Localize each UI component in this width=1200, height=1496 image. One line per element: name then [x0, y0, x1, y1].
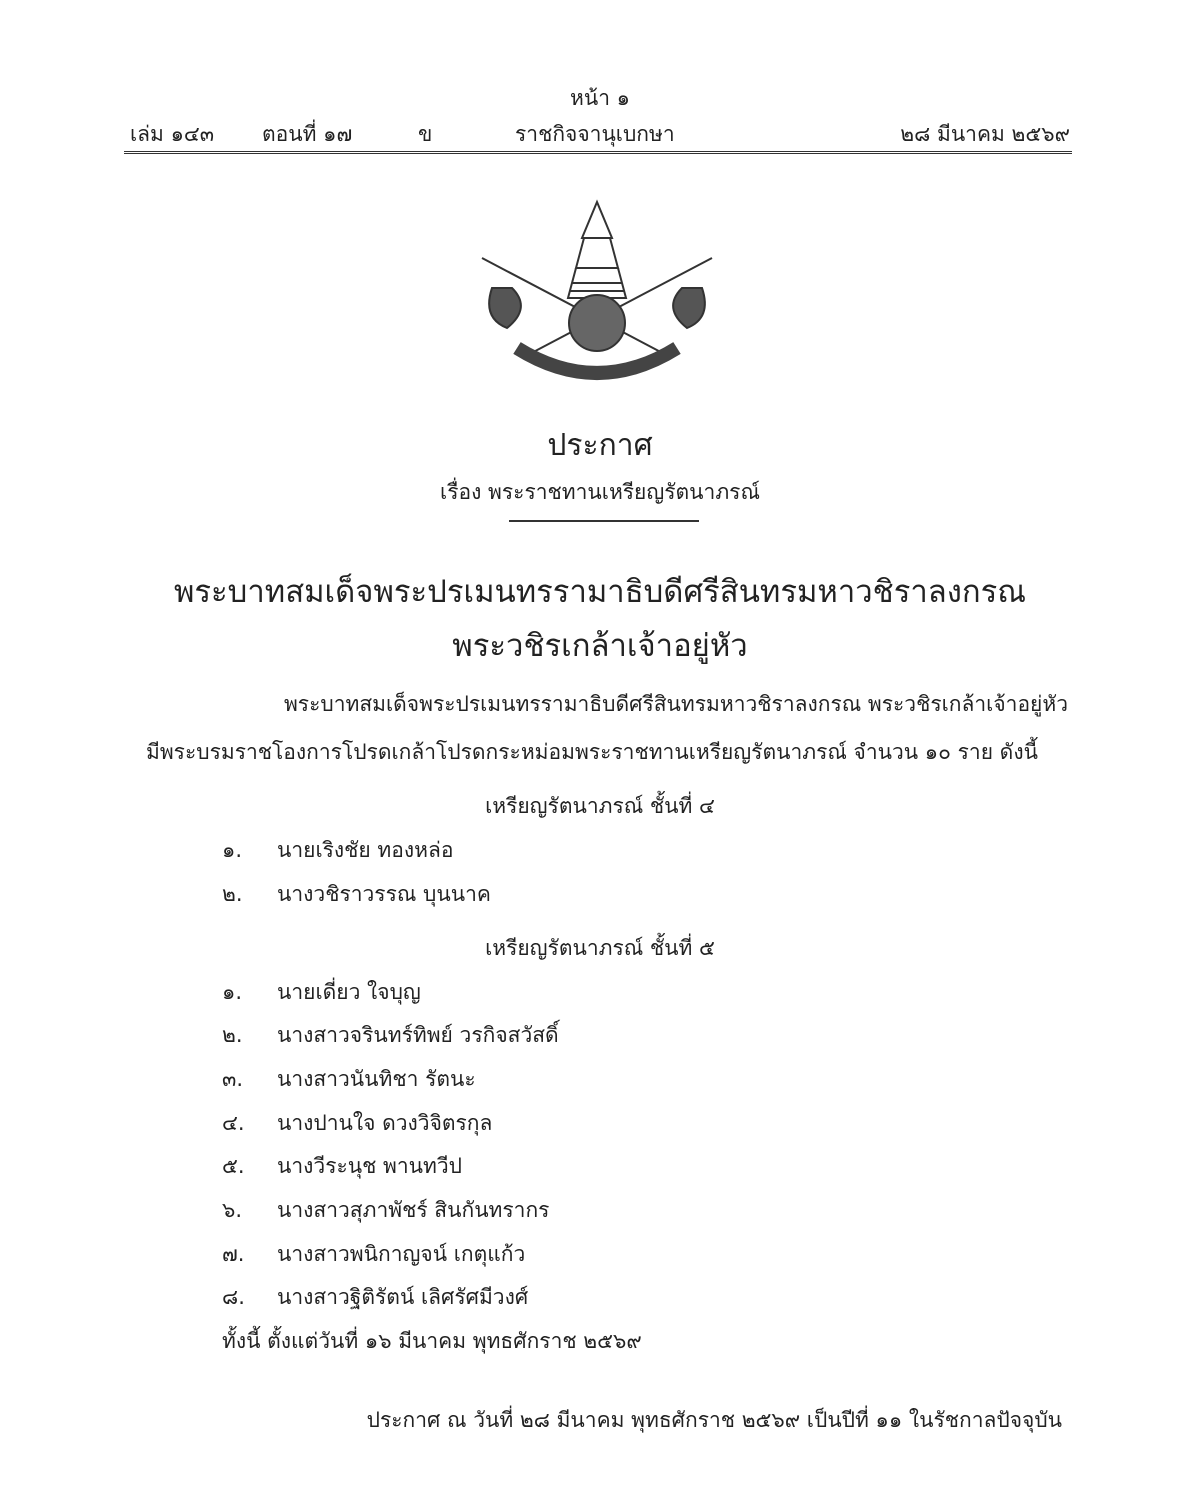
effective-date: ทั้งนี้ ตั้งแต่วันที่ ๑๖ มีนาคม พุทธศักราช ๒๕๖๙ — [222, 1329, 642, 1353]
list-item: ๕. นางวีระนุช พานทวีป — [222, 1154, 462, 1178]
list-item: ๒. นางวชิราวรรณ บุนนาค — [222, 882, 491, 906]
publication-name: ราชกิจจานุเบกษา — [515, 122, 675, 146]
document-subject: เรื่อง พระราชทานเหรียญรัตนาภรณ์ — [440, 480, 760, 504]
issue: ตอนที่ ๑๗ — [262, 122, 353, 146]
list-item: ๒. นางสาวจรินทร์ทิพย์ วรกิจสวัสดิ์ — [222, 1023, 559, 1047]
royal-emblem — [472, 198, 722, 388]
volume: เล่ม ๑๔๓ — [130, 122, 215, 146]
header-date: ๒๘ มีนาคม ๒๕๖๙ — [900, 122, 1070, 146]
paragraph-line1: พระบาทสมเด็จพระปรเมนทรรามาธิบดีศรีสินทรมหาวชิราลงกรณ พระวชิรเกล้าเจ้าอยู่หัว — [283, 692, 1068, 716]
list-item: ๖. นางสาวสุภาพัชร์ สินกันทรากร — [222, 1198, 550, 1222]
king-name-line2: พระวชิรเกล้าเจ้าอยู่หัว — [452, 628, 748, 664]
page-number: หน้า ๑ — [570, 86, 630, 110]
document-title: ประกาศ — [547, 428, 653, 463]
list-item: ๓. นางสาวนันทิชา รัตนะ — [222, 1067, 476, 1091]
group-heading: เหรียญรัตนาภรณ์ ชั้นที่ ๕ — [485, 936, 715, 960]
group-heading: เหรียญรัตนาภรณ์ ชั้นที่ ๔ — [485, 794, 715, 818]
list-item: ๑. นายเดี่ยว ใจบุญ — [222, 980, 421, 1004]
announcement-date: ประกาศ ณ วันที่ ๒๘ มีนาคม พุทธศักราช ๒๕๖๙ เป็นปีที่ ๑๑ ในรัชกาลปัจจุบัน — [366, 1408, 1062, 1432]
paragraph-line2: มีพระบรมราชโองการโปรดเกล้าโปรดกระหม่อมพระราชทานเหรียญรัตนาภรณ์ จำนวน ๑๐ ราย ดังนี้ — [146, 740, 1038, 764]
header-rule — [124, 151, 1072, 154]
title-divider — [509, 520, 699, 522]
list-item: ๘. นางสาวฐิติรัตน์ เลิศรัศมีวงศ์ — [222, 1285, 529, 1309]
section: ข — [418, 122, 433, 146]
list-item: ๗. นางสาวพนิกาญจน์ เกตุแก้ว — [222, 1242, 526, 1266]
list-item: ๔. นางปานใจ ดวงวิจิตรกุล — [222, 1111, 493, 1135]
king-name-line1: พระบาทสมเด็จพระปรเมนทรรามาธิบดีศรีสินทรมหาวชิราลงกรณ — [173, 574, 1027, 610]
list-item: ๑. นายเริงชัย ทองหล่อ — [222, 838, 454, 862]
